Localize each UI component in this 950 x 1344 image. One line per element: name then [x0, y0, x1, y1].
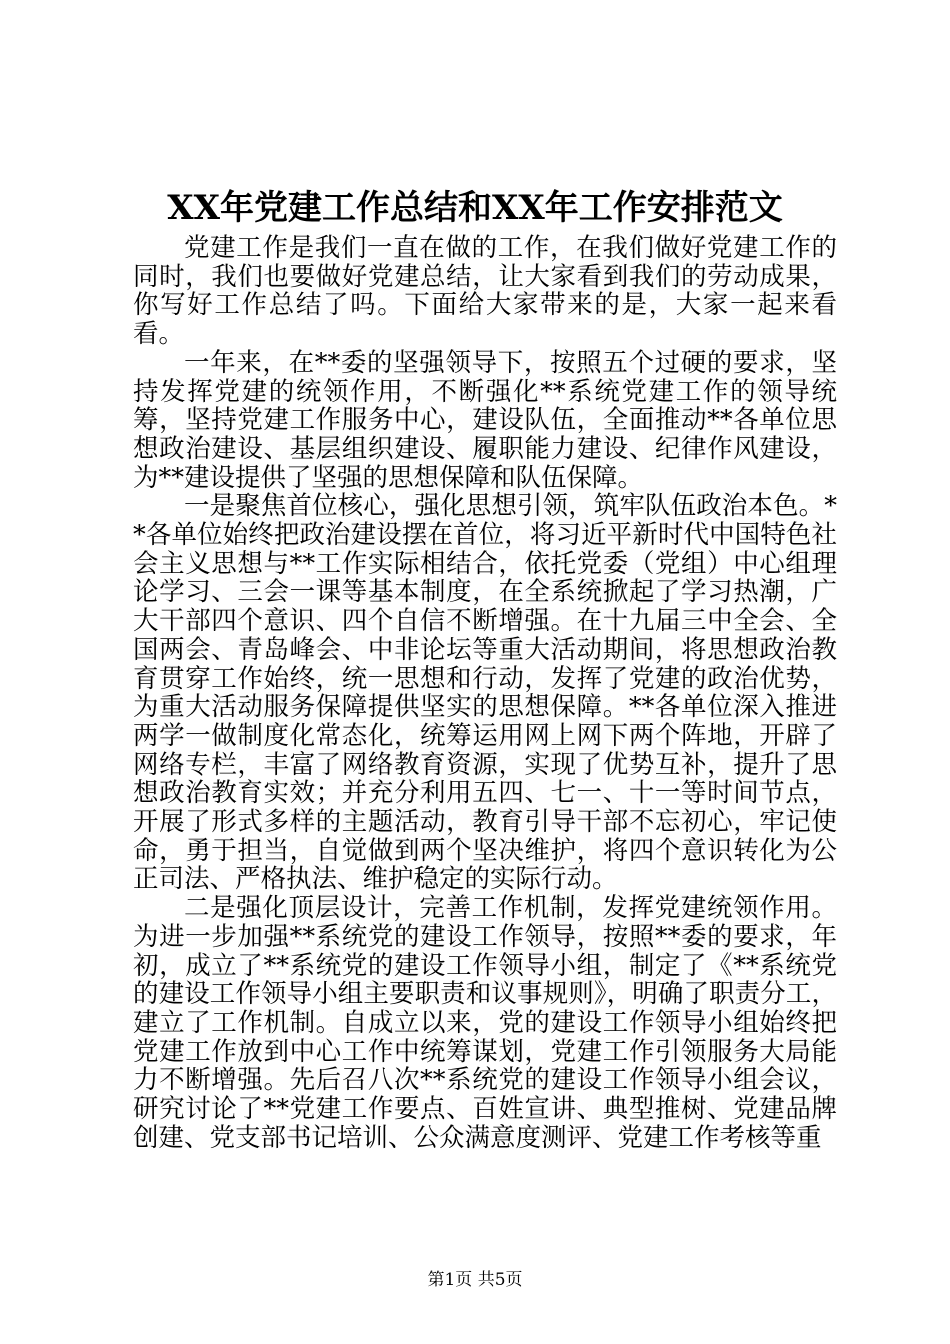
paragraph-intro: 党建工作是我们一直在做的工作，在我们做好党建工作的同时，我们也要做好党建总结，让大家看到我们的劳动成果，你写好工作总结了吗。下面给大家带来的是，大家一起来看看。: [133, 233, 837, 350]
paragraph-point-two: 二是强化顶层设计，完善工作机制，发挥党建统领作用。为进一步加强**系统党的建设工作领导，按照**委的要求，年初，成立了**系统党的建设工作领导小组，制定了《**系统党的建设工作领导小组主要职责和议事规则》，明确了职责分工，建立了工作机制。自成立以来，党的建设工作领导小组始终把党建工作放到中心工作中统筹谋划，党建工作引领服务大局能力不断增强。先后召八次**系统党的建设工作领导小组会议，研究讨论了**党建工作要点、百姓宣讲、典型推树、党建品牌创建、党支部书记培训、公众满意度测评、党建工作考核等重: [133, 893, 837, 1153]
page-footer: 第1页 共5页: [427, 1270, 523, 1290]
document-title: XX年党建工作总结和XX年工作安排范文: [167, 188, 783, 228]
paragraph-point-one: 一是聚焦首位核心，强化思想引领，筑牢队伍政治本色。**各单位始终把政治建设摆在首位，将习近平新时代中国特色社会主义思想与**工作实际相结合，依托党委（党组）中心组理论学习、三会一课等基本制度，在全系统掀起了学习热潮，广大干部四个意识、四个自信不断增强。在十九届三中全会、全国两会、青岛峰会、中非论坛等重大活动期间，将思想政治教育贯穿工作始终，统一思想和行动，发挥了党建的政治优势，为重大活动服务保障提供坚实的思想保障。**各单位深入推进两学一做制度化常态化，统筹运用网上网下两个阵地，开辟了网络专栏，丰富了网络教育资源，实现了优势互补，提升了思想政治教育实效；并充分利用五四、七一、十一等时间节点，开展了形式多样的主题活动，教育引导干部不忘初心，牢记使命，勇于担当，自觉做到两个坚决维护，将四个意识转化为公正司法、严格执法、维护稳定的实际行动。: [133, 491, 837, 895]
paragraph-overview: 一年来，在**委的坚强领导下，按照五个过硬的要求，坚持发挥党建的统领作用，不断强化**系统党建工作的领导统筹，坚持党建工作服务中心，建设队伍，全面推动**各单位思想政治建设、基层组织建设、履职能力建设、纪律作风建设，为**建设提供了坚强的思想保障和队伍保障。: [133, 347, 837, 493]
document-body: [133, 234, 837, 1153]
